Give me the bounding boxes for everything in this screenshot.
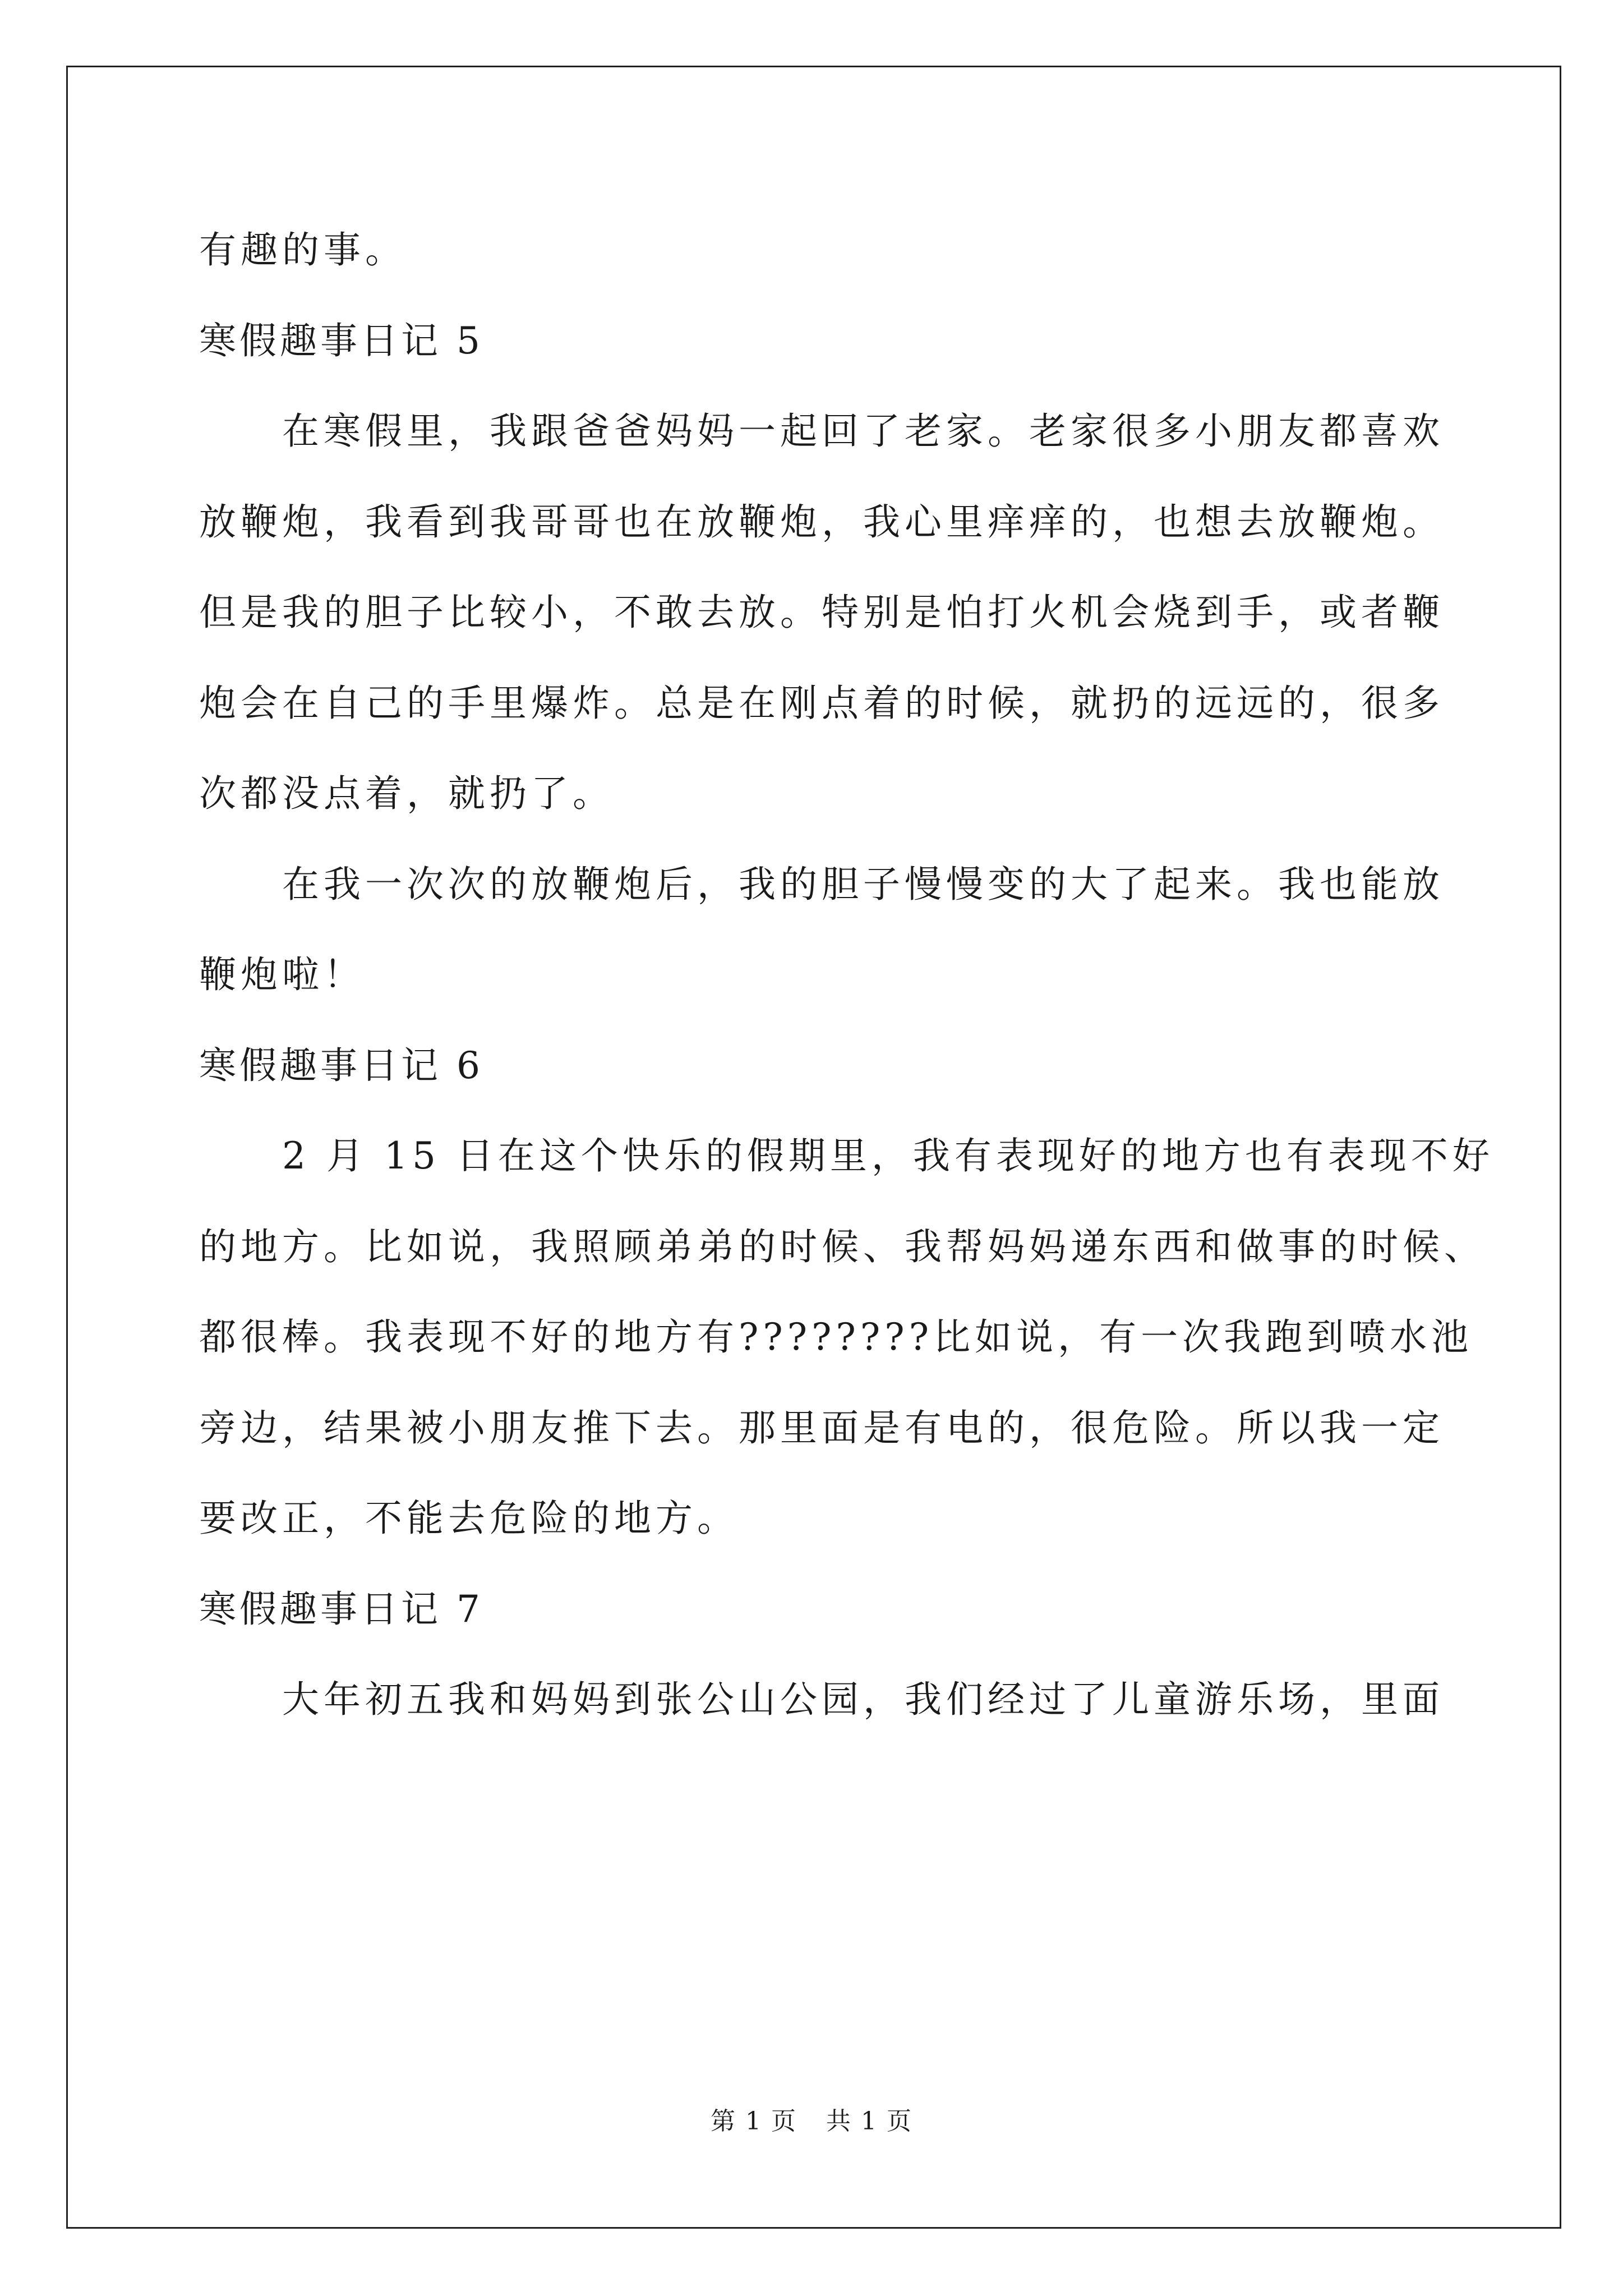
text-line: 都很棒。我表现不好的地方有????????比如说，有一次我跑到喷水池 [199, 1315, 1473, 1359]
page-number-current: 第 1 页 [711, 2107, 797, 2136]
text-line: 但是我的胆子比较小，不敢去放。特别是怕打火机会烧到手，或者鞭 [199, 591, 1444, 634]
paragraph-first-line: 大年初五我和妈妈到张公山公园，我们经过了儿童游乐场，里面 [282, 1678, 1444, 1721]
paragraph-first-line: 2 月 15 日在这个快乐的假期里，我有表现好的地方也有表现不好 [282, 1134, 1494, 1177]
section-heading: 寒假趣事日记 7 [199, 1587, 483, 1631]
section-heading: 寒假趣事日记 6 [199, 1043, 483, 1087]
text-line: 有趣的事。 [199, 228, 407, 272]
text-line: 旁边，结果被小朋友推下去。那里面是有电的，很危险。所以我一定 [199, 1406, 1444, 1450]
text-line: 鞭炮啦！ [199, 953, 365, 996]
paragraph-first-line: 在我一次次的放鞭炮后，我的胆子慢慢变的大了起来。我也能放 [282, 862, 1444, 906]
document-body [199, 205, 1494, 1745]
page-footer [0, 2101, 1623, 2137]
text-line: 炮会在自己的手里爆炸。总是在刚点着的时候，就扔的远远的，很多 [199, 681, 1444, 725]
text-line: 次都没点着，就扔了。 [199, 772, 614, 815]
page-number-total: 共 1 页 [826, 2107, 912, 2136]
text-line: 放鞭炮，我看到我哥哥也在放鞭炮，我心里痒痒的，也想去放鞭炮。 [199, 500, 1444, 544]
paragraph-first-line: 在寒假里，我跟爸爸妈妈一起回了老家。老家很多小朋友都喜欢 [282, 409, 1444, 453]
text-line: 要改正，不能去危险的地方。 [199, 1497, 739, 1540]
text-line: 的地方。比如说，我照顾弟弟的时候、我帮妈妈递东西和做事的时候、 [199, 1225, 1486, 1268]
section-heading: 寒假趣事日记 5 [199, 319, 483, 362]
